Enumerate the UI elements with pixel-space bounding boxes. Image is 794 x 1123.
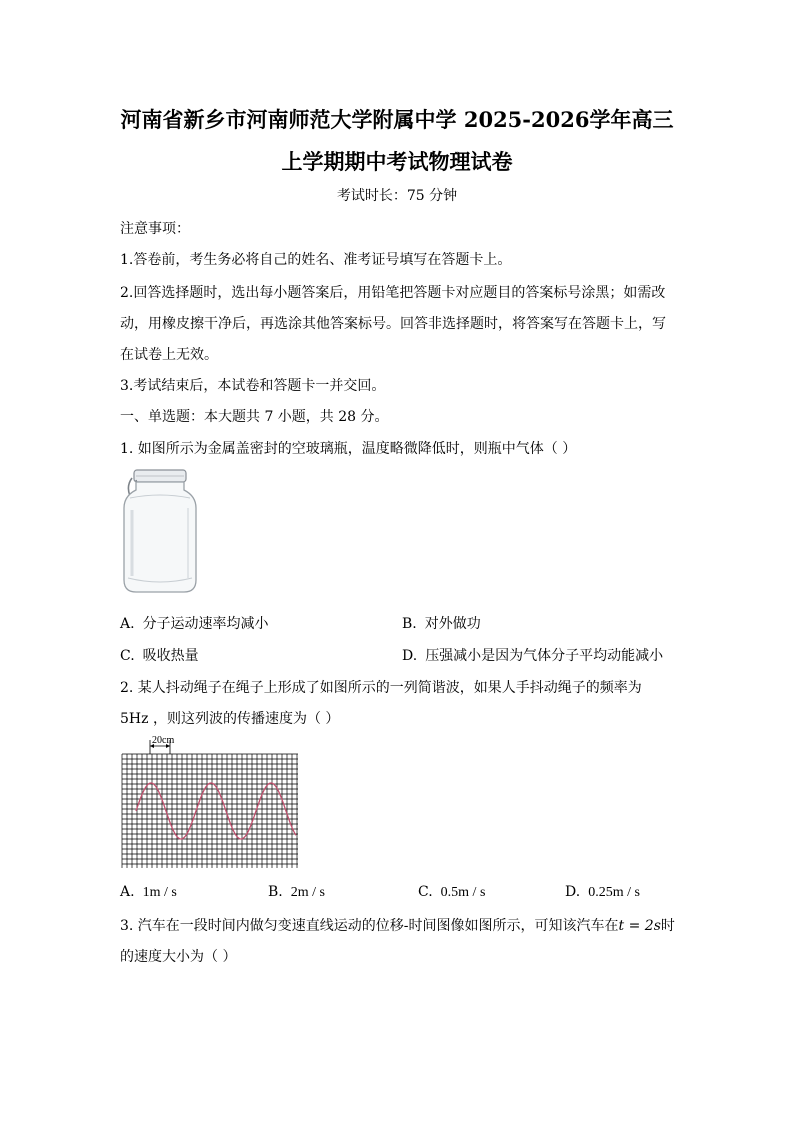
notes-heading: 注意事项： xyxy=(120,221,190,237)
q2-option-a-text: 1m / s xyxy=(142,885,177,900)
q2-option-b[interactable] xyxy=(268,884,325,901)
q2-option-b-text: 2m / s xyxy=(290,885,325,900)
question-3-stem-line2: 的速度大小为（ ） xyxy=(120,949,237,965)
q1-option-a[interactable] xyxy=(120,613,269,633)
exam-title-line2: 上学期期中考试物理试卷 xyxy=(281,149,513,174)
q1-option-d-text: 压强减小是因为气体分子平均动能减小 xyxy=(425,648,664,664)
question-3-stem-line1 xyxy=(120,915,675,935)
note-item-1: 1.答卷前，考生务必将自己的姓名、准考证号填写在答题卡上。 xyxy=(120,252,512,268)
q2-option-c[interactable] xyxy=(418,884,485,901)
q2-option-a[interactable] xyxy=(120,884,177,901)
q1-option-b-text: 对外做功 xyxy=(424,616,481,632)
q2-option-d-text: 0.25m / s xyxy=(588,885,640,900)
q1-option-c-text: 吸收热量 xyxy=(142,648,199,664)
note-item-2-line2: 动，用橡皮擦干净后，再选涂其他答案标号。回答非选择题时，将答案写在答题卡上，写 xyxy=(120,316,666,332)
q1-option-d-letter: D. xyxy=(402,648,418,664)
q2-option-c-text: 0.5m / s xyxy=(440,885,486,900)
wave-grid-figure xyxy=(118,732,302,872)
q1-option-d[interactable] xyxy=(402,645,663,665)
q2-option-c-letter: C. xyxy=(418,884,433,900)
q1-option-b[interactable] xyxy=(402,613,481,633)
exam-duration: 考试时长：75 分钟 xyxy=(336,188,458,204)
question-1-stem: 1. 如图所示为金属盖密封的空玻璃瓶，温度略微降低时，则瓶中气体（ ） xyxy=(120,441,577,457)
q2-option-b-letter: B. xyxy=(268,884,283,900)
question-3-stem-part1: 3. 汽车在一段时间内做匀变速直线运动的位移-时间图像如图所示，可知该汽车在 xyxy=(120,918,619,934)
q2-option-d[interactable] xyxy=(565,884,640,901)
note-item-2-line3: 在试卷上无效。 xyxy=(120,347,218,363)
exam-title-line1: 河南省新乡市河南师范大学附属中学 2025-2026学年高三 xyxy=(120,107,674,132)
q2-option-a-letter: A. xyxy=(120,884,135,900)
note-item-2-line1: 2.回答选择题时，选出每小题答案后，用铅笔把答题卡对应题目的答案标号涂黑；如需改 xyxy=(120,285,666,301)
note-item-3: 3.考试结束后，本试卷和答题卡一并交回。 xyxy=(120,378,386,394)
q1-option-a-text: 分子运动速率均减小 xyxy=(142,616,269,632)
question-2-stem-line1: 2. 某人抖动绳子在绳子上形成了如图所示的一列简谐波，如果人手抖动绳子的频率为 xyxy=(120,680,642,696)
section-heading: 一、单选题：本大题共 7 小题，共 28 分。 xyxy=(120,409,389,425)
q1-option-a-letter: A. xyxy=(120,616,135,632)
dimension-label: 20cm xyxy=(152,735,175,746)
q1-option-c[interactable] xyxy=(120,645,199,665)
q2-option-d-letter: D. xyxy=(565,884,581,900)
question-2-stem-line2: 5Hz ，则这列波的传播速度为（ ） xyxy=(120,711,340,727)
glass-jar-figure xyxy=(118,468,202,596)
q1-option-c-letter: C. xyxy=(120,648,135,664)
grid-lines xyxy=(122,754,298,868)
question-3-time-value: t = 2s xyxy=(618,918,661,934)
q1-option-b-letter: B. xyxy=(402,616,417,632)
question-3-stem-part2: 时 xyxy=(660,918,675,934)
